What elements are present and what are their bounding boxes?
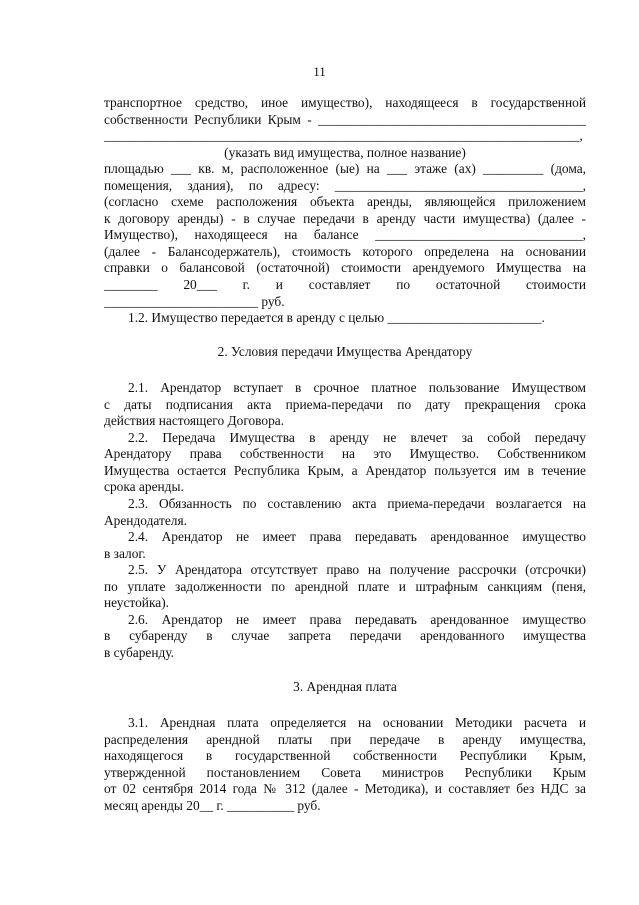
text-line: в субаренду. [104, 644, 175, 660]
text-line: распределения арендной платы при передаче в аренду имущества, [104, 731, 586, 747]
text-line: по уплате задолженности по арендной плате и штрафным санкциям (пеня, [104, 578, 586, 594]
text-line: Имущества остается Республика Крым, а Арендатор пользуется им в течение [104, 462, 586, 478]
text-line: неустойка). [104, 595, 170, 611]
text-line: 2.3. Обязанность по составлению акта приема-передачи возлагается на [128, 496, 586, 512]
text-line: 2.1. Арендатор вступает в срочное платное пользование Имуществом [128, 380, 586, 396]
text-line: транспортное средство, иное имущество), находящееся в государственной [104, 95, 586, 110]
caption-line: (указать вид имущества, полное название) [224, 144, 466, 160]
text-line: 2.4. Арендатор не имеет права передавать арендованное имущество [128, 529, 586, 545]
text-line: 2.5. У Арендатора отсутствует право на получение рассрочки (отсрочки) [128, 562, 586, 578]
text-line: Арендодателя. [104, 512, 187, 528]
text-line: срока аренды. [104, 479, 184, 495]
text-line: площадью ___ кв. м, расположенное (ые) на ___ этаже (ах) _________ (дома, [104, 161, 586, 177]
text-line: Имущество), находящееся на балансе _______________________________, [104, 227, 586, 243]
text-line: _______________________ руб. [104, 293, 285, 309]
text-line: собственности Республики Крым - ________________________________________ [104, 111, 586, 127]
text-line: ________ 20___ г. и составляет по остаточной стоимости [104, 277, 586, 293]
text-line: (согласно схеме расположения объекта аренды, являющейся приложением [104, 194, 586, 210]
text-line: находящегося в государственной собственности Республики Крым, [104, 748, 586, 764]
text-line: 3.1. Арендная плата определяется на основании Методики расчета и [128, 715, 586, 731]
text-line: (далее - Балансодержатель), стоимость которого определена на основании [104, 243, 586, 259]
page-number: 11 [313, 64, 326, 79]
text-line: от 02 сентября 2014 года № 312 (далее - Методика), и составляет без НДС за [104, 781, 586, 797]
text-line: в субаренду в случае запрета передачи арендованного имущества [104, 628, 586, 644]
document-body [104, 95, 586, 814]
text-line: Арендатору права собственности на это Имущество. Собственником [104, 446, 586, 462]
section-2-title: 2. Условия передачи Имущества Арендатору [217, 343, 473, 359]
text-line: справки о балансовой (остаточной) стоимости арендуемого Имущества на [104, 260, 586, 276]
text-line: _______________________________________________________________________, [104, 128, 583, 144]
text-line: 2.6. Арендатор не имеет права передавать арендованное имущество [128, 611, 586, 627]
text-line: 2.2. Передача Имущества в аренду не влечет за собой передачу [128, 429, 586, 445]
text-line: к договору аренды) - в случае передачи в аренду части имущества) (далее - [104, 210, 586, 226]
text-line: 1.2. Имущество передается в аренду с целью _______________________. [128, 310, 545, 326]
text-line: месяц аренды 20__ г. __________ руб. [104, 797, 321, 813]
text-line: утвержденной постановлением Совета министров Республики Крым [104, 764, 586, 780]
text-line: помещения, здания), по адресу: _____________________________________, [104, 177, 586, 193]
text-line: с даты подписания акта приема-передачи по дату прекращения срока [104, 396, 586, 412]
text-line: действия настоящего Договора. [104, 413, 285, 429]
text-line: в залог. [104, 545, 146, 561]
section-3-title: 3. Арендная плата [293, 678, 397, 694]
